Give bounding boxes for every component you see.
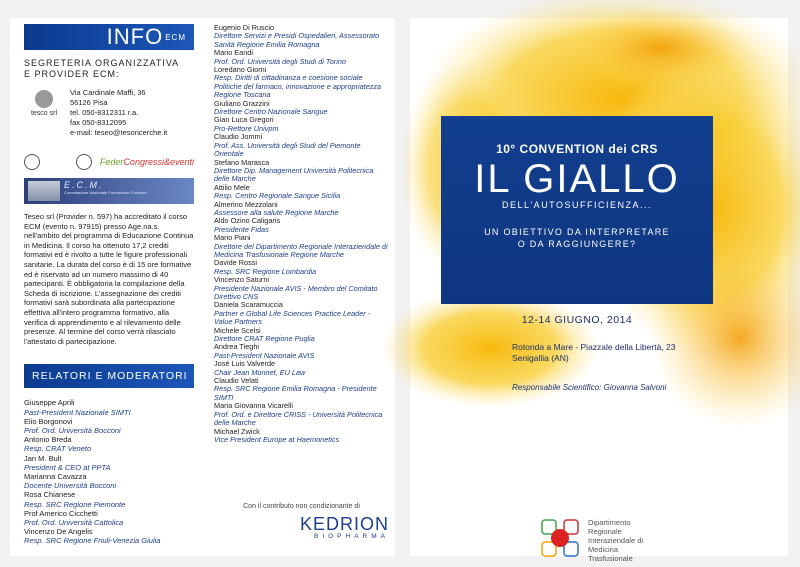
speaker-entry (214, 327, 389, 344)
tesco-logo (24, 88, 64, 138)
speaker-name: Giuseppe Aprili (24, 398, 75, 408)
speaker-entry (214, 49, 389, 66)
sponsor-caption: Con il contributo non condizionante di (243, 503, 360, 510)
speaker-role: Resp. SRC Regione Friuli-Venezia Giulia (24, 536, 161, 546)
speaker-role: Prof. Ord. e Direttore CRISS - Università Politecnica delle Marche (214, 409, 383, 428)
speaker-entry (24, 527, 194, 545)
speaker-name: Daniela Scaramuccia (214, 300, 283, 310)
relatori-list-1 (24, 398, 194, 545)
speaker-entry (24, 472, 194, 490)
speaker-name: Aldo Ozino Caligaris (214, 216, 281, 226)
speaker-name: José Luis Valverde (214, 359, 276, 369)
speaker-role: Direttore CRAT Regione Puglia (214, 334, 315, 344)
speaker-entry (214, 360, 389, 377)
place-line: Senigallia (AN) (512, 353, 569, 363)
speaker-name: Gian Luca Gregori (214, 115, 274, 125)
speaker-name: Michele Scelsi (214, 325, 261, 335)
speaker-entry (214, 343, 389, 360)
speaker-entry (214, 201, 389, 218)
speaker-entry (214, 184, 389, 201)
speaker-name: Michael Zwick (214, 426, 260, 436)
subtitle (441, 226, 713, 250)
speaker-role: Past-President Nazionale AVIS (214, 350, 315, 360)
ecm-banner (24, 178, 194, 204)
speaker-name: Attilio Mele (214, 182, 250, 192)
speaker-role: Direttore Dip. Management Università Politecnica delle Marche (214, 165, 374, 184)
speaker-name: Andrea Tieghi (214, 342, 260, 352)
speaker-entry (214, 66, 389, 100)
seal-icon (24, 154, 40, 170)
speaker-entry (214, 133, 389, 158)
speaker-entry (214, 116, 389, 133)
speaker-entry (24, 417, 194, 435)
sponsor-block (214, 503, 389, 540)
tesco-logo-text: tesco srl (30, 110, 58, 117)
address-line: 56126 Pisa (70, 98, 108, 107)
inner-spread (10, 18, 395, 556)
department-block (540, 518, 643, 563)
fax-line: fax 050-8312095 (70, 118, 127, 127)
subtitle-line: O DA RAGGIUNGERE? (517, 239, 637, 249)
emblem-icon (76, 154, 92, 170)
subtitle-line: UN OBIETTIVO DA INTERPRETARE (484, 227, 670, 237)
speaker-entry (214, 234, 389, 259)
speaker-name: Stefano Marasca (214, 157, 270, 167)
partner-logos (24, 152, 194, 172)
speaker-role: Resp. Centro Regionale Sangue Sicilia (214, 191, 341, 201)
speaker-role: Direttore del Dipartimento Regionale Interaziendale di Medicina Trasfusionale Regione Marche (214, 241, 388, 259)
resp-label: Responsabile Scientifico: (512, 383, 602, 392)
info-header (24, 24, 194, 50)
address-line: Via Cardinale Maffi, 36 (70, 88, 146, 97)
speaker-entry (214, 259, 389, 276)
speaker-entry (214, 24, 389, 49)
speaker-role: Prof. Ass. Università degli Studi del Piemonte Orientale (214, 140, 361, 159)
responsabile-scientifico (512, 383, 666, 392)
speaker-name: Claudio Velati (214, 376, 259, 386)
speaker-name: Almerino Mezzolani (214, 199, 278, 209)
kedrion-subtitle: BIOPHARMA (313, 533, 389, 540)
speaker-role: Assessore alla salute Regione Marche (214, 207, 339, 217)
speaker-name: Mario Piani (214, 233, 251, 243)
main-title: IL GIALLO (474, 157, 680, 201)
resp-name: Giovanna Salvoni (603, 383, 667, 392)
speaker-entry (214, 301, 389, 326)
speaker-role: Chair Jean Monnet, EU Law (214, 367, 306, 377)
speaker-name: Mario Eandi (214, 48, 253, 58)
event-date: 12-14 GIUGNO, 2014 (521, 314, 633, 326)
department-logo-icon (540, 518, 580, 558)
speaker-name: Jan M. Bult (24, 453, 62, 463)
speaker-name: Giuliano Grazzini (214, 98, 270, 108)
speaker-name: Vincenzo Saturni (214, 275, 270, 285)
speaker-role: Resp. SRC Regione Emilia Romagna - Presidente SIMTI (214, 384, 377, 402)
convention-label: 10° CONVENTION dei CRS (496, 142, 658, 156)
speaker-entry (24, 435, 194, 453)
cover-page (410, 18, 788, 563)
ecm-paragraph: Teseo srl (Provider n. 597) ha accreditato il corso ECM (evento n. 97915) presso Age.na.s. nell'ambito del programma di Educazione Continua in Medicina. Il corso ha ottenuto 17,2 crediti formativi ed è rivolto a tutte le figure professionali sanitarie. La durata del corso è di 15 ore formative ed è riservato ad un numero massimo di 40 partecipanti. È obbligatoria la compilazione della Scheda di iscrizione. L'assegnazione dei crediti formativi sarà subordinata alla partecipazione effettiva all'intero programma formativo, alla verifica di apprendimento e al rilevamento delle presenze. Al termine del corso verrà rilasciato l'attestato di partecipazione. (24, 212, 194, 346)
speaker-role: Prof. Ord. Università Cattolica (24, 517, 124, 527)
department-text: Dipartimento Regionale Interaziendale di Medicina Trasfusionale (588, 518, 644, 563)
speaker-entry (24, 490, 194, 508)
segreteria-heading (24, 58, 194, 80)
info-title: INFO (106, 24, 164, 49)
speaker-entry (214, 217, 389, 234)
email-line: e-mail: teseo@tesoricerche.it (70, 128, 168, 137)
speaker-name: Maria Giovanna Vicarelli (214, 401, 293, 411)
speaker-role: Resp. SRC Regione Piemonte (24, 499, 126, 509)
speaker-role: Direttore Servizi e Presidi Ospedalieri, Assessorato Sanità Regione Emilia Romagna (214, 31, 380, 49)
speaker-entry (214, 276, 389, 301)
info-column (24, 24, 194, 546)
speaker-name: Marianna Cavazza (24, 471, 87, 481)
relatori-header: RELATORI E MODERATORI (24, 364, 194, 388)
speaker-role: Vice President Europe at Haemonetics (214, 434, 340, 444)
speaker-entry (214, 402, 389, 427)
speaker-role: Presidente Fidas (214, 224, 269, 234)
title-box (441, 116, 713, 304)
speaker-entry (214, 100, 389, 117)
info-title-sup: ECM (165, 32, 186, 42)
speaker-role: Partner e Global Life Sciences Practice Leader - Value Partners (214, 308, 371, 327)
federcongressi-logo: FederCongressi&eventi (99, 157, 194, 167)
event-place (512, 342, 722, 364)
segreteria-line: SEGRETERIA ORGANIZZATIVA (24, 58, 180, 68)
main-title-sub: DELL'AUTOSUFFICIENZA... (501, 200, 653, 210)
speaker-role: President & CEO at PPTA (24, 462, 111, 472)
speaker-role: Direttore Centro Nazionale Sangue (214, 107, 328, 117)
address-block (70, 88, 167, 138)
speaker-role: Resp. Diritti di cittadinanza e coesione sociale Politiche del farmaco, innovazione e appropriatezza Regione Toscana (214, 73, 382, 100)
speaker-role: Resp. SRC Regione Lombardia (214, 266, 317, 276)
speaker-name: Davide Rossi (214, 258, 257, 268)
relatori-list-2 (214, 24, 389, 444)
ecm-banner-subtitle: Commissione Nazionale Formazione Continua (64, 190, 147, 195)
place-line: Rotonda a Mare - Piazzale della Libertà, 23 (512, 342, 676, 352)
speaker-entry (24, 398, 194, 416)
speaker-role: Docente Università Bocconi (24, 481, 117, 491)
speaker-role: Resp. CRAT Veneto (24, 444, 92, 454)
speaker-role: Prof. Ord. Università degli Studi di Torino (214, 56, 346, 66)
people-image (28, 181, 60, 201)
ecm-banner-title: E.C.M. (64, 180, 104, 190)
speaker-entry (214, 428, 389, 445)
kedrion-logo: KEDRION (299, 514, 389, 534)
speaker-role: Presidente Nazionale AVIS - Membro del Comitato Direttivo CNS (214, 283, 378, 301)
segreteria-line: E PROVIDER ECM: (24, 69, 120, 79)
speaker-name: Antonio Breda (24, 435, 72, 445)
speaker-entry (214, 377, 389, 402)
speaker-entry (214, 159, 389, 184)
speaker-name: Claudio Jommi (214, 132, 263, 142)
speaker-name: Eugenio Di Ruscio (214, 23, 275, 32)
tesco-contact (24, 88, 194, 138)
speaker-role: Past-President Nazionale SIMTI (24, 407, 131, 417)
speaker-name: Loredano Giorni (214, 65, 267, 75)
speaker-name: Rosa Chianese (24, 490, 76, 500)
speaker-entry (24, 509, 194, 527)
speaker-entry (24, 454, 194, 472)
speaker-role: Pro-Rettore Univpm (214, 123, 279, 133)
speaker-name: Vincenzo De Angelis (24, 527, 93, 537)
speaker-name: Elio Borgonovi (24, 416, 73, 426)
phone-line: tel. 050-8312311 r.a. (70, 108, 139, 117)
speaker-name: Prof Americo Cicchetti (24, 508, 98, 518)
tesco-mark-icon (35, 90, 53, 108)
speaker-role: Prof. Ord. Università Bocconi (24, 425, 121, 435)
